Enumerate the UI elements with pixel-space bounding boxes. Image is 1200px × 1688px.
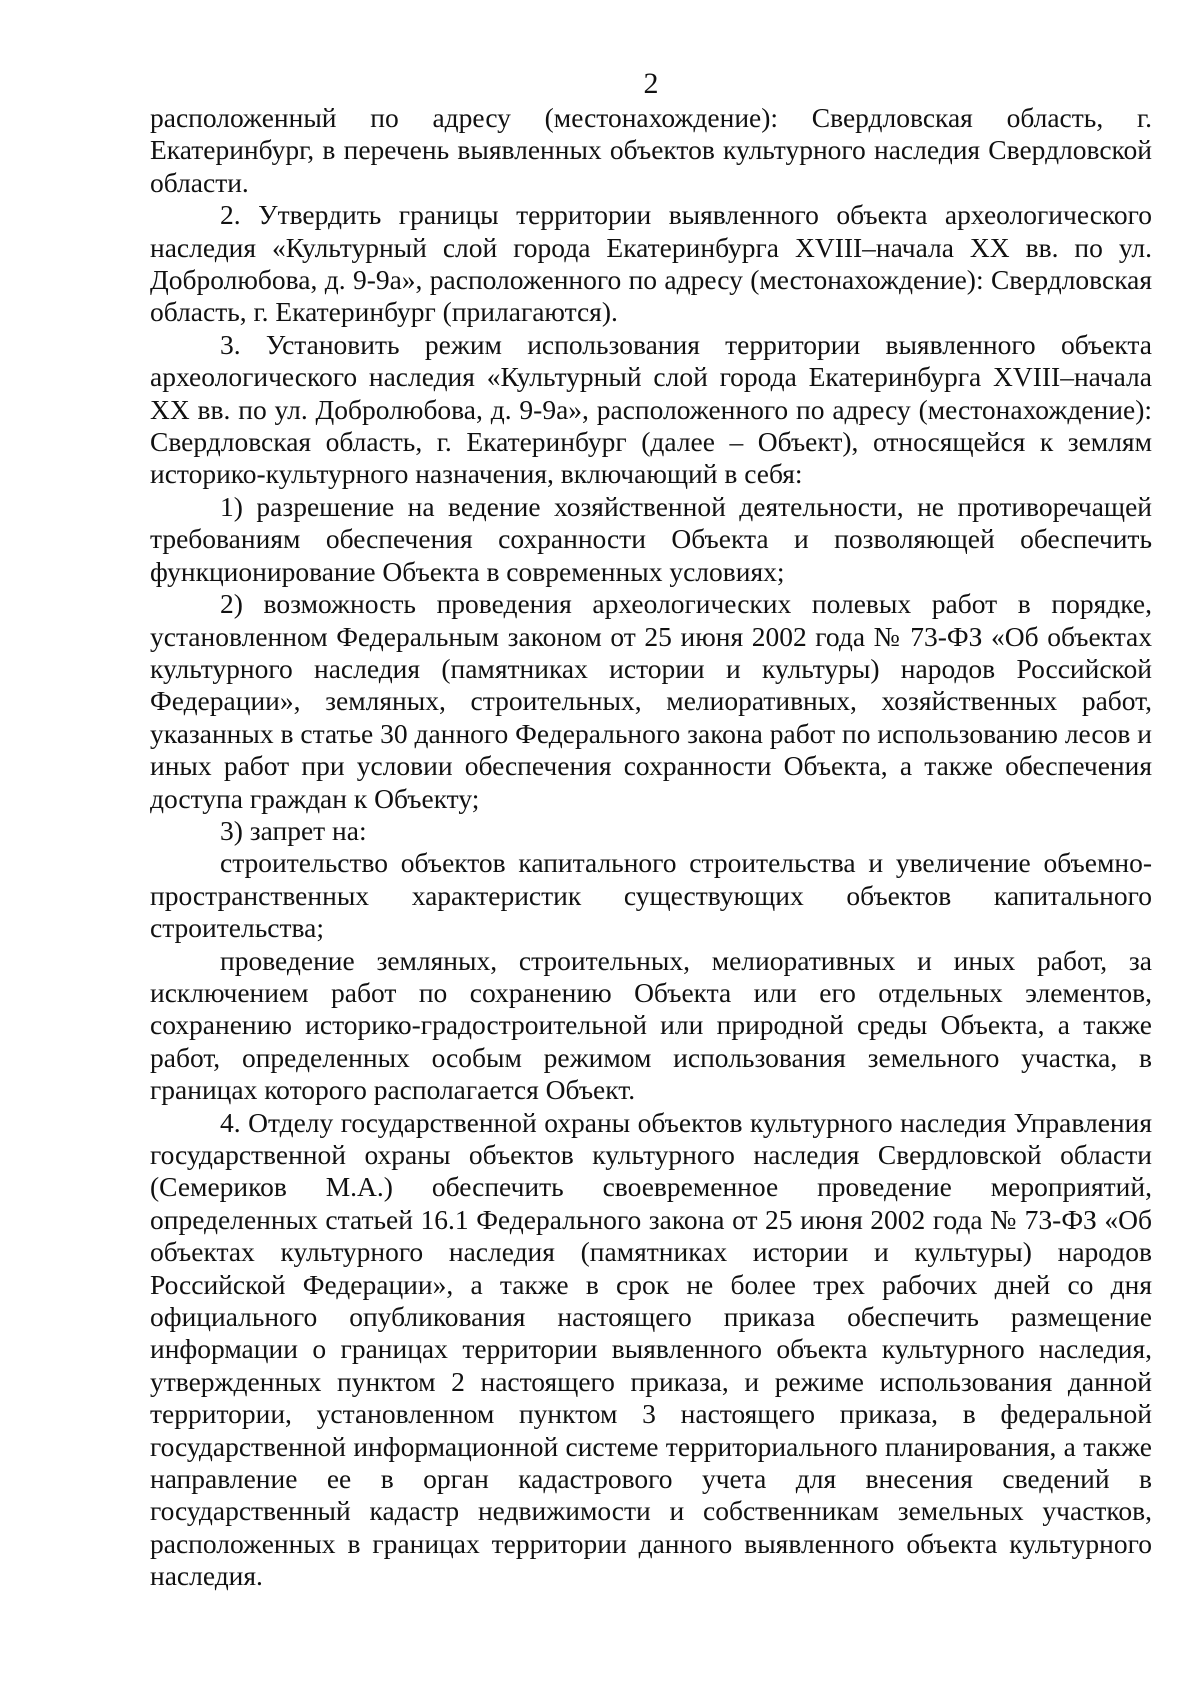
paragraph-item-2: 2. Утвердить границы территории выявленного объекта археологического наследия «Культурный слой города Екатеринбурга XVIII–начала XX вв. по ул. Добролюбова, д. 9-9а», расположенного по адресу (местонахождение): Свердловская область, г. Екатеринбург (прилагаются).	[150, 199, 1152, 328]
paragraph-continuation: расположенный по адресу (местонахождение): Свердловская область, г. Екатеринбург, в перечень выявленных объектов культурного наследия Свердловской области.	[150, 102, 1152, 198]
paragraph-item-3: 3. Установить режим использования территории выявленного объекта археологического наследия «Культурный слой города Екатеринбурга XVIII–начала XX вв. по ул. Добролюбова, д. 9-9а», расположенного по адресу (местонахождение): Свердловская область, г. Екатеринбург (далее – Объект), относящейся к землям историко-культурного назначения, включающий в себя:	[150, 328, 1152, 490]
page-number: 2	[643, 67, 659, 100]
prohibition-works: проведение земляных, строительных, мелиоративных и иных работ, за исключением работ по сохранению Объекта или его отдельных элементов, сохранению историко-градостроительной или природной среды Объекта, а также работ, определенных особым режимом использования земельного участка, в границах которого располагается Объект.	[150, 944, 1152, 1106]
subitem-3: 3) запрет на:	[220, 814, 367, 846]
paragraph-item-4: 4. Отделу государственной охраны объектов культурного наследия Управления государственной охраны объектов культурного наследия Свердловской области (Семериков М.А.) обеспечить своевременное проведение мероприятий, определенных статьей 16.1 Федерального закона от 25 июня 2002 года № 73-ФЗ «Об объектах культурного наследия (памятниках истории и культуры) народов Российской Федерации», а также в срок не более трех рабочих дней со дня официального опубликования настоящего приказа обеспечить размещение информации о границах территории выявленного объекта культурного наследия, утвержденных пунктом 2 настоящего приказа, и режиме использования данной территории, установленном пунктом 3 настоящего приказа, в федеральной государственной информационной системе территориального планирования, а также направление ее в орган кадастрового учета для внесения сведений в государственный кадастр недвижимости и собственникам земельных участков, расположенных в границах территории данного выявленного объекта культурного наследия.	[150, 1106, 1152, 1592]
document-body	[150, 102, 1152, 1593]
document-page	[150, 66, 1152, 1593]
subitem-1: 1) разрешение на ведение хозяйственной деятельности, не противоречащей требованиям обеспечения сохранности Объекта и позволяющей обеспечить функционирование Объекта в современных условиях;	[150, 490, 1152, 587]
prohibition-construction: строительство объектов капитального строительства и увеличение объемно-пространственных характеристик существующих объектов капитального строительства;	[150, 847, 1152, 944]
subitem-2: 2) возможность проведения археологических полевых работ в порядке, установленном Федеральным законом от 25 июня 2002 года № 73-ФЗ «Об объектах культурного наследия (памятниках истории и культуры) народов Российской Федерации», земляных, строительных, мелиоративных, хозяйственных работ, указанных в статье 30 данного Федерального закона работ по использованию лесов и иных работ при условии обеспечения сохранности Объекта, а также обеспечения доступа граждан к Объекту;	[150, 588, 1152, 814]
